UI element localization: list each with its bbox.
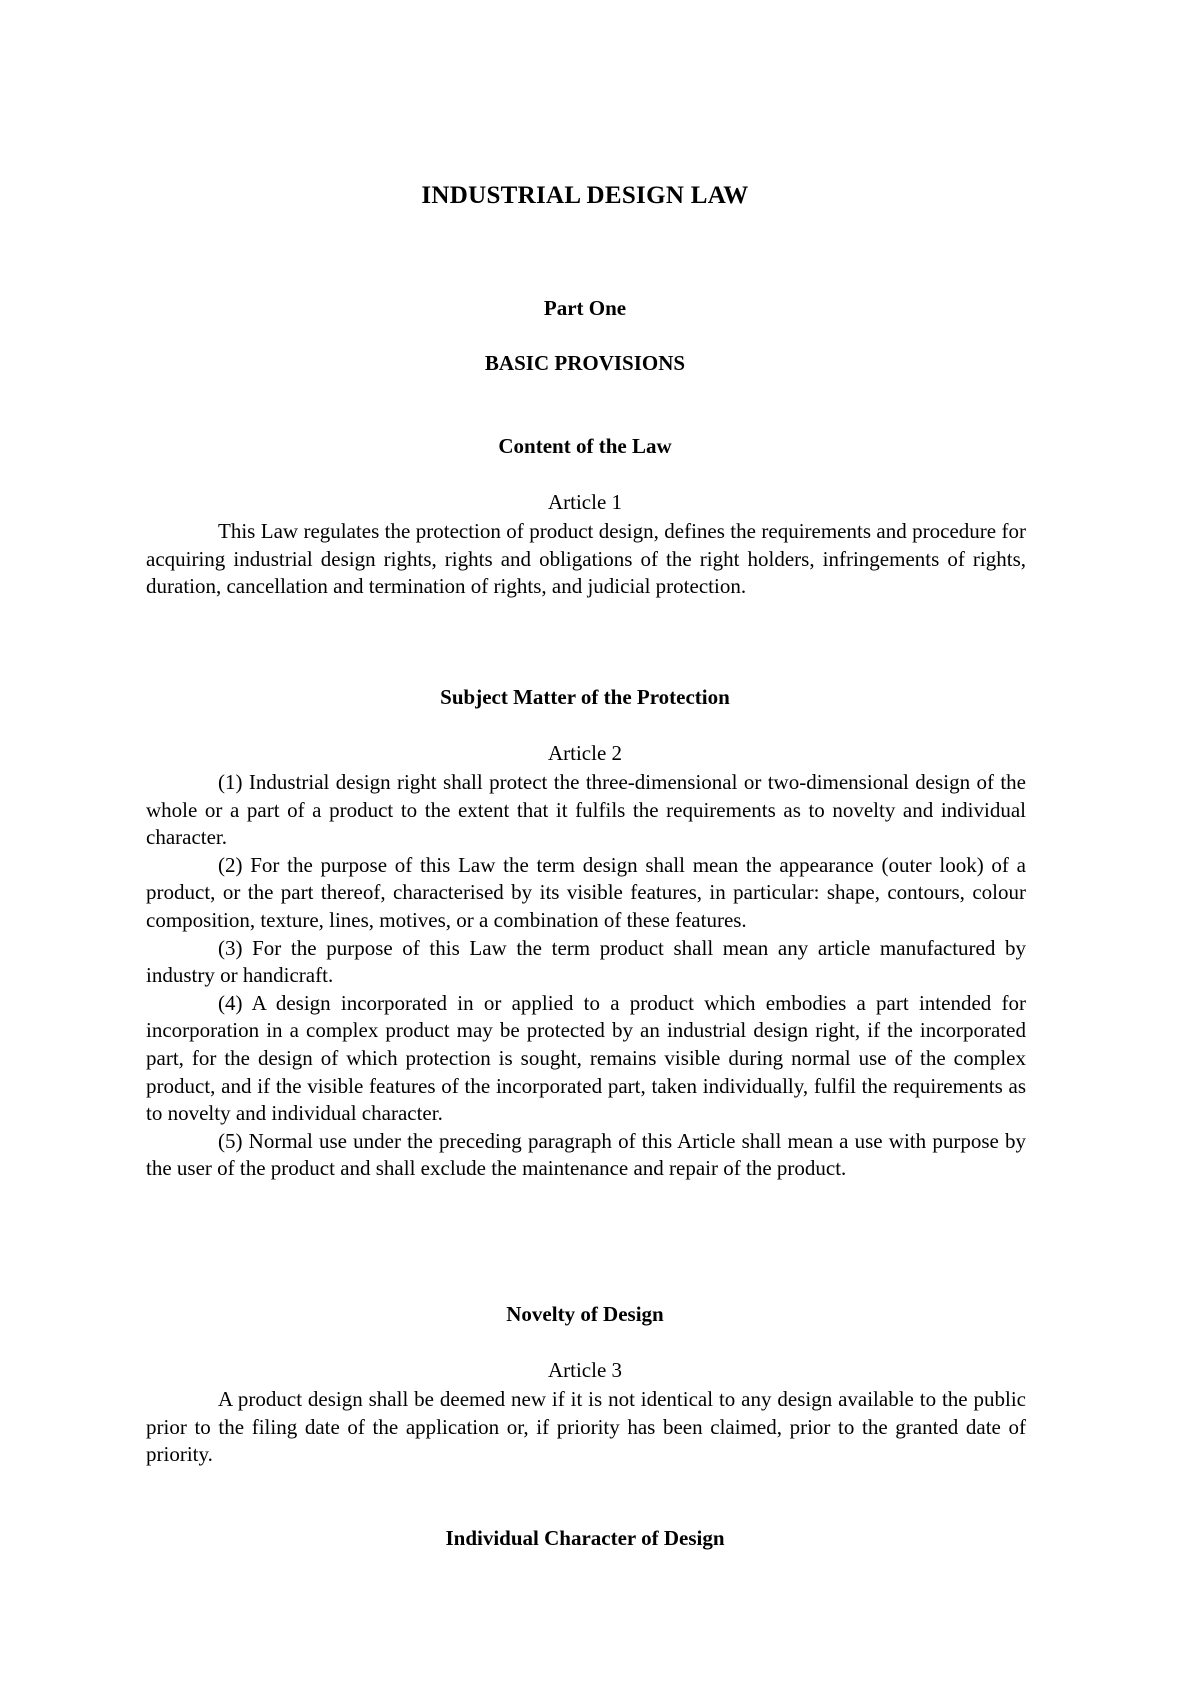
section-heading: Content of the Law (498, 434, 672, 458)
document-title: INDUSTRIAL DESIGN LAW (421, 182, 749, 209)
article-paragraph: (4) A design incorporated in or applied to a product which embodies a part intended for incorporation in a complex product may be protected by an industrial design right, if the incorporated part, for the design of which protection is sought, remains visible during normal use of the complex product, and if the visible features of the incorporated part, taken individually, fulfil the requirements as to novelty and individual character. (146, 990, 1026, 1126)
article-body (146, 1386, 1026, 1469)
article-paragraph: This Law regulates the protection of product design, defines the requirements and procedure for acquiring industrial design rights, rights and obligations of the right holders, infringements of rights, duration, cancellation and termination of rights, and judicial protection. (146, 519, 1026, 599)
article-body (146, 518, 1026, 601)
article-number: Article 1 (547, 490, 623, 514)
article-paragraph: (1) Industrial design right shall protect the three-dimensional or two-dimensional design of the whole or a part of a product to the extent that it fulfils the requirements as to novelty and individual character. (146, 770, 1026, 850)
section-heading: Subject Matter of the Protection (440, 685, 730, 709)
article-body (146, 769, 1026, 1183)
article-number: Article 3 (547, 1358, 623, 1382)
article-paragraph: A product design shall be deemed new if it is not identical to any design available to the public prior to the filing date of the application or, if priority has been claimed, prior to the granted date of priority. (146, 1387, 1026, 1467)
article-paragraph: (5) Normal use under the preceding paragraph of this Article shall mean a use with purpose by the user of the product and shall exclude the maintenance and repair of the product. (146, 1128, 1026, 1181)
article-number: Article 2 (547, 741, 623, 765)
section-heading: Novelty of Design (506, 1302, 664, 1326)
article-paragraph: (3) For the purpose of this Law the term product shall mean any article manufactured by industry or handicraft. (146, 935, 1026, 988)
part-label: Part One (543, 296, 627, 320)
section-heading: Individual Character of Design (445, 1526, 725, 1550)
part-title: BASIC PROVISIONS (484, 351, 686, 375)
article-paragraph: (2) For the purpose of this Law the term design shall mean the appearance (outer look) of a product, or the part thereof, characterised by its visible features, in particular: shape, contours, colour composition, texture, lines, motives, or a combination of these features. (146, 852, 1026, 932)
